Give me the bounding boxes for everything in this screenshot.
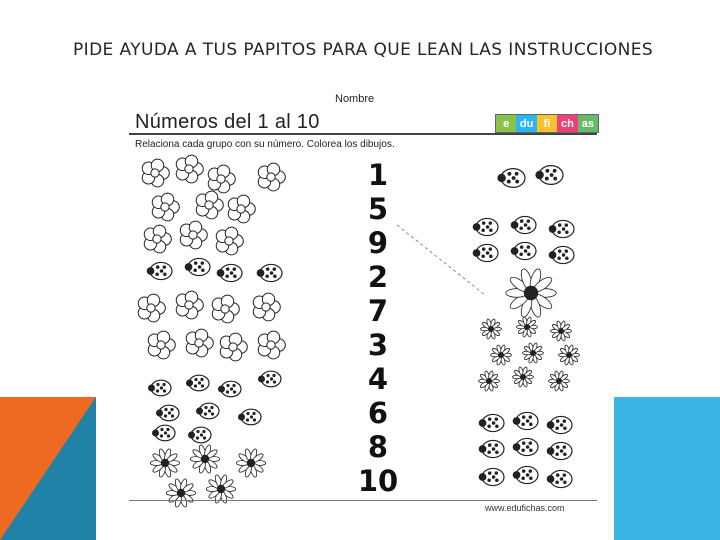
worksheet-footer: www.edufichas.com (485, 503, 565, 513)
worksheet-heading: Números del 1 al 10 (135, 111, 320, 133)
daisy-drawing (559, 344, 580, 365)
daisy-drawing (479, 370, 500, 391)
daisy-drawing (523, 342, 544, 363)
ladybug-drawing (473, 218, 498, 235)
logo-letter: e (496, 115, 516, 132)
slide-title: PIDE AYUDA A TUS PAPITOS PARA QUE LEAN LAS INSTRUCCIONES (73, 40, 654, 60)
logo-letter: du (516, 115, 536, 132)
ladybug-drawing (479, 440, 504, 457)
number-column (343, 158, 413, 498)
ladybug-drawing (152, 425, 175, 441)
ladybug-drawing (186, 375, 209, 391)
ladybug-drawing (156, 405, 179, 421)
daisy-drawing (481, 318, 502, 339)
number-10: 10 (357, 464, 399, 498)
worksheet-footer-rule (129, 500, 597, 501)
flower-drawing (208, 165, 235, 193)
daisy-drawing (551, 320, 572, 341)
flower-drawing (220, 333, 247, 361)
ladybug-drawing (511, 242, 536, 259)
ladybug-drawing (513, 466, 538, 483)
flower-drawing (196, 191, 223, 219)
flower-drawing (144, 225, 171, 253)
daisy-drawing (190, 444, 219, 474)
ladybug-drawing (513, 412, 538, 429)
daisy-drawing (513, 366, 534, 387)
ladybug-drawing (258, 371, 281, 387)
ladybug-drawing (547, 416, 572, 433)
flower-drawing (176, 291, 203, 319)
logo-letter: fi (537, 115, 557, 132)
worksheet-name-label: Nombre (335, 93, 375, 105)
flower-drawing (152, 193, 179, 221)
ladybug-drawing (148, 380, 171, 396)
number-5: 5 (367, 192, 389, 226)
ladybug-drawing (218, 381, 241, 397)
number-1: 1 (367, 158, 389, 192)
daisy-drawing (491, 344, 512, 365)
flower-drawing (176, 155, 203, 183)
flower-drawing (212, 295, 239, 323)
right-picture-groups (473, 166, 580, 488)
daisy-drawing (549, 370, 570, 391)
ladybug-drawing (238, 409, 261, 425)
number-3: 3 (367, 328, 389, 362)
number-4: 4 (367, 362, 389, 396)
number-9: 9 (367, 226, 389, 260)
ladybug-drawing (473, 244, 498, 261)
ladybug-drawing (147, 262, 172, 279)
flower-drawing (142, 159, 169, 187)
number-2: 2 (367, 260, 389, 294)
ladybug-drawing (535, 166, 563, 185)
ladybug-drawing (217, 264, 242, 281)
logo-letter: ch (557, 115, 577, 132)
flower-drawing (253, 293, 280, 321)
ladybug-drawing (257, 264, 282, 281)
ladybug-drawing (513, 438, 538, 455)
ladybug-drawing (185, 258, 210, 275)
daisy-drawing (517, 316, 538, 337)
ladybug-drawing (547, 442, 572, 459)
flower-drawing (186, 329, 213, 357)
daisy-drawing (236, 448, 265, 478)
flower-drawing (180, 221, 207, 249)
flower-drawing (258, 163, 285, 191)
ladybug-drawing (549, 246, 574, 263)
daisy-drawing (506, 268, 556, 319)
ladybug-drawing (497, 169, 525, 188)
ladybug-drawing (547, 470, 572, 487)
logo-letter: as (578, 115, 598, 132)
ladybug-drawing (479, 414, 504, 431)
flower-drawing (138, 294, 165, 322)
ladybug-drawing (196, 403, 219, 419)
flower-drawing (228, 195, 255, 223)
flower-drawing (258, 331, 285, 359)
daisy-drawing (150, 448, 179, 478)
worksheet-image (121, 83, 614, 520)
ladybug-drawing (549, 220, 574, 237)
ladybug-drawing (479, 468, 504, 485)
daisy-drawing (166, 478, 195, 508)
ladybug-drawing (511, 216, 536, 233)
left-picture-groups (138, 155, 285, 508)
flower-drawing (216, 227, 243, 255)
number-6: 6 (367, 396, 389, 430)
ladybug-drawing (188, 427, 211, 443)
worksheet-instruction: Relaciona cada grupo con su número. Colorea los dibujos. (135, 139, 395, 150)
number-8: 8 (367, 430, 389, 464)
decor-blue-block (614, 397, 720, 540)
number-7: 7 (367, 294, 389, 328)
flower-drawing (148, 331, 175, 359)
